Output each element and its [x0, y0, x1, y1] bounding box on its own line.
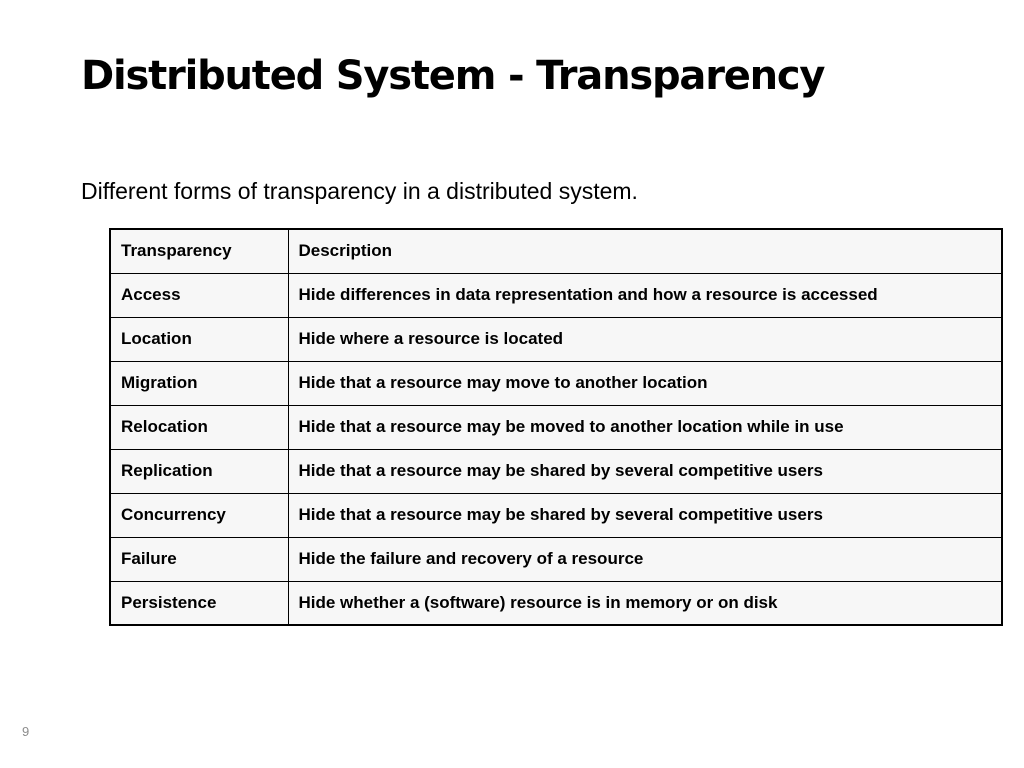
cell-transparency-name: Persistence: [110, 581, 288, 625]
cell-transparency-description: Hide that a resource may be shared by several competitive users: [288, 449, 1002, 493]
cell-transparency-description: Hide that a resource may be moved to another location while in use: [288, 405, 1002, 449]
slide-title: Distributed System - Transparency: [81, 53, 825, 99]
table-row: [110, 493, 1002, 537]
slide-subtitle: Different forms of transparency in a distributed system.: [81, 178, 638, 204]
header-transparency: Transparency: [110, 229, 288, 273]
cell-transparency-description: Hide differences in data representation and how a resource is accessed: [288, 273, 1002, 317]
transparency-table: [109, 228, 1003, 626]
table-row: [110, 449, 1002, 493]
page-number: 9: [22, 724, 30, 739]
cell-transparency-description: Hide that a resource may move to another location: [288, 361, 1002, 405]
cell-transparency-name: Access: [110, 273, 288, 317]
cell-transparency-description: Hide whether a (software) resource is in memory or on disk: [288, 581, 1002, 625]
cell-transparency-description: Hide where a resource is located: [288, 317, 1002, 361]
table-container: [109, 228, 1001, 626]
table-row: [110, 317, 1002, 361]
table-row: [110, 361, 1002, 405]
cell-transparency-description: Hide the failure and recovery of a resource: [288, 537, 1002, 581]
cell-transparency-description: Hide that a resource may be shared by several competitive users: [288, 493, 1002, 537]
cell-transparency-name: Location: [110, 317, 288, 361]
table-row: [110, 537, 1002, 581]
table-row: [110, 581, 1002, 625]
cell-transparency-name: Migration: [110, 361, 288, 405]
table-row: [110, 273, 1002, 317]
cell-transparency-name: Failure: [110, 537, 288, 581]
cell-transparency-name: Replication: [110, 449, 288, 493]
table-row: [110, 405, 1002, 449]
header-description: Description: [288, 229, 1002, 273]
cell-transparency-name: Relocation: [110, 405, 288, 449]
table-header-row: [110, 229, 1002, 273]
cell-transparency-name: Concurrency: [110, 493, 288, 537]
